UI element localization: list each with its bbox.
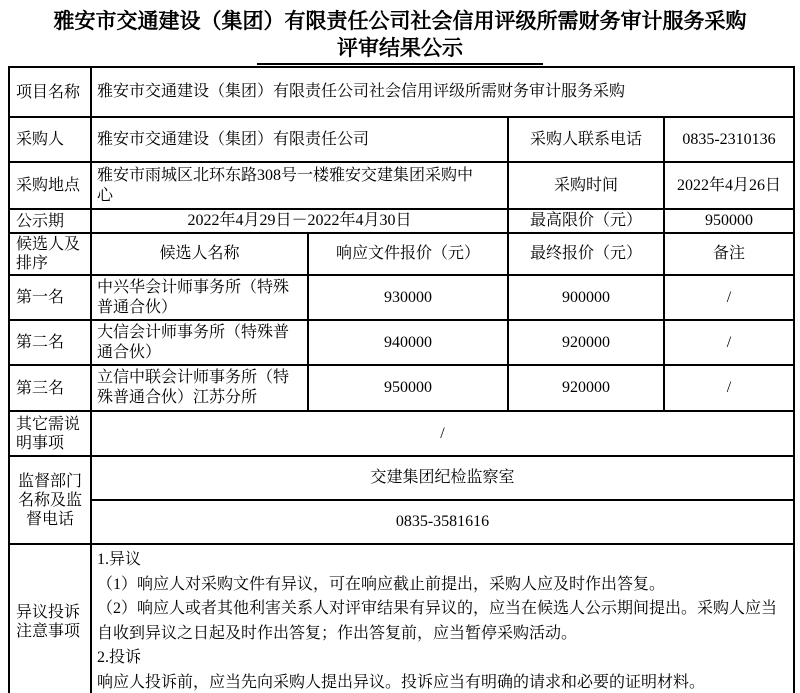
publicity-period-label: 公示期 (9, 209, 91, 233)
candidate-3-rank: 第三名 (9, 365, 91, 411)
objection-note-line: （1）响应人对采购文件有异议，可在响应截止前提出，采购人应及时作出答复。 (97, 575, 666, 593)
row-location (9, 162, 794, 209)
page-title-underlined-text: 评审结果公示 (257, 35, 543, 65)
candidate-3-doc-price: 950000 (308, 365, 508, 411)
objection-note-line: 1.异议 (97, 551, 142, 568)
other-notes-value: / (91, 411, 794, 456)
row-supervision-phone (9, 500, 794, 544)
supervision-phone-value: 0835-3581616 (91, 500, 794, 544)
objection-label: 异议投诉注意事项 (9, 544, 91, 693)
location-label: 采购地点 (9, 162, 91, 209)
other-notes-label: 其它需说明事项 (9, 411, 91, 456)
purchaser-label: 采购人 (9, 117, 91, 162)
purchaser-phone-label: 采购人联系电话 (508, 117, 664, 162)
objection-note-line: 2.投诉 (97, 649, 142, 666)
location-value: 雅安市雨城区北环东路308号一楼雅安交建集团采购中心 (91, 162, 508, 209)
purchaser-phone-value: 0835-2310136 (664, 117, 794, 162)
purchase-time-value: 2022年4月26日 (664, 162, 794, 209)
objection-note-line: 响应人投诉前，应当先向采购人提出异议。投诉应当有明确的请求和必要的证明材料。 (97, 673, 706, 691)
page-title (0, 0, 800, 65)
candidate-3-remark: / (664, 365, 794, 411)
candidate-1-rank: 第一名 (9, 275, 91, 320)
row-purchaser (9, 117, 794, 162)
candidate-row-1 (9, 275, 794, 320)
page-title-line2 (0, 35, 800, 65)
page-title-line1: 雅安市交通建设（集团）有限责任公司社会信用评级所需财务审计服务采购 (53, 9, 747, 33)
candidate-1-doc-price: 930000 (308, 275, 508, 320)
publicity-period-value: 2022年4月29日－2022年4月30日 (91, 209, 508, 233)
purchase-time-label: 采购时间 (508, 162, 664, 209)
candidate-2-final-price: 920000 (508, 320, 664, 365)
row-publicity-period (9, 209, 794, 233)
row-other-notes (9, 411, 794, 456)
candidate-2-rank: 第二名 (9, 320, 91, 365)
candidate-row-2 (9, 320, 794, 365)
final-price-header: 最终报价（元） (508, 233, 664, 275)
objection-note-line: （2）响应人或者其他利害关系人对评审结果有异议的，应当在候选人公示期间提出。采购人应当自收到异议之日起及时作出答复；作出答复前，应当暂停采购活动。 (97, 600, 778, 642)
candidate-1-remark: / (664, 275, 794, 320)
candidates-label: 候选人及排序 (9, 233, 91, 275)
candidate-1-final-price: 900000 (508, 275, 664, 320)
candidate-row-3 (9, 365, 794, 411)
candidate-name-header: 候选人名称 (91, 233, 308, 275)
supervision-dept-value: 交建集团纪检监察室 (91, 456, 794, 500)
purchaser-value: 雅安市交通建设（集团）有限责任公司 (91, 117, 508, 162)
row-project (9, 67, 794, 117)
row-supervision-dept (9, 456, 794, 500)
results-table (8, 66, 795, 693)
doc-price-header: 响应文件报价（元） (308, 233, 508, 275)
remark-header: 备注 (664, 233, 794, 275)
project-name-label: 项目名称 (9, 67, 91, 117)
project-name-value: 雅安市交通建设（集团）有限责任公司社会信用评级所需财务审计服务采购 (91, 67, 794, 117)
max-price-value: 950000 (664, 209, 794, 233)
row-candidates-header (9, 233, 794, 275)
candidate-2-remark: / (664, 320, 794, 365)
objection-notes (91, 544, 794, 693)
candidate-2-doc-price: 940000 (308, 320, 508, 365)
candidate-3-final-price: 920000 (508, 365, 664, 411)
row-objection (9, 544, 794, 693)
candidate-3-name: 立信中联会计师事务所（特殊普通合伙）江苏分所 (91, 365, 308, 411)
candidate-2-name: 大信会计师事务所（特殊普通合伙） (91, 320, 308, 365)
candidate-1-name: 中兴华会计师事务所（特殊普通合伙） (91, 275, 308, 320)
supervision-label: 监督部门名称及监督电话 (9, 456, 91, 544)
max-price-label: 最高限价（元） (508, 209, 664, 233)
